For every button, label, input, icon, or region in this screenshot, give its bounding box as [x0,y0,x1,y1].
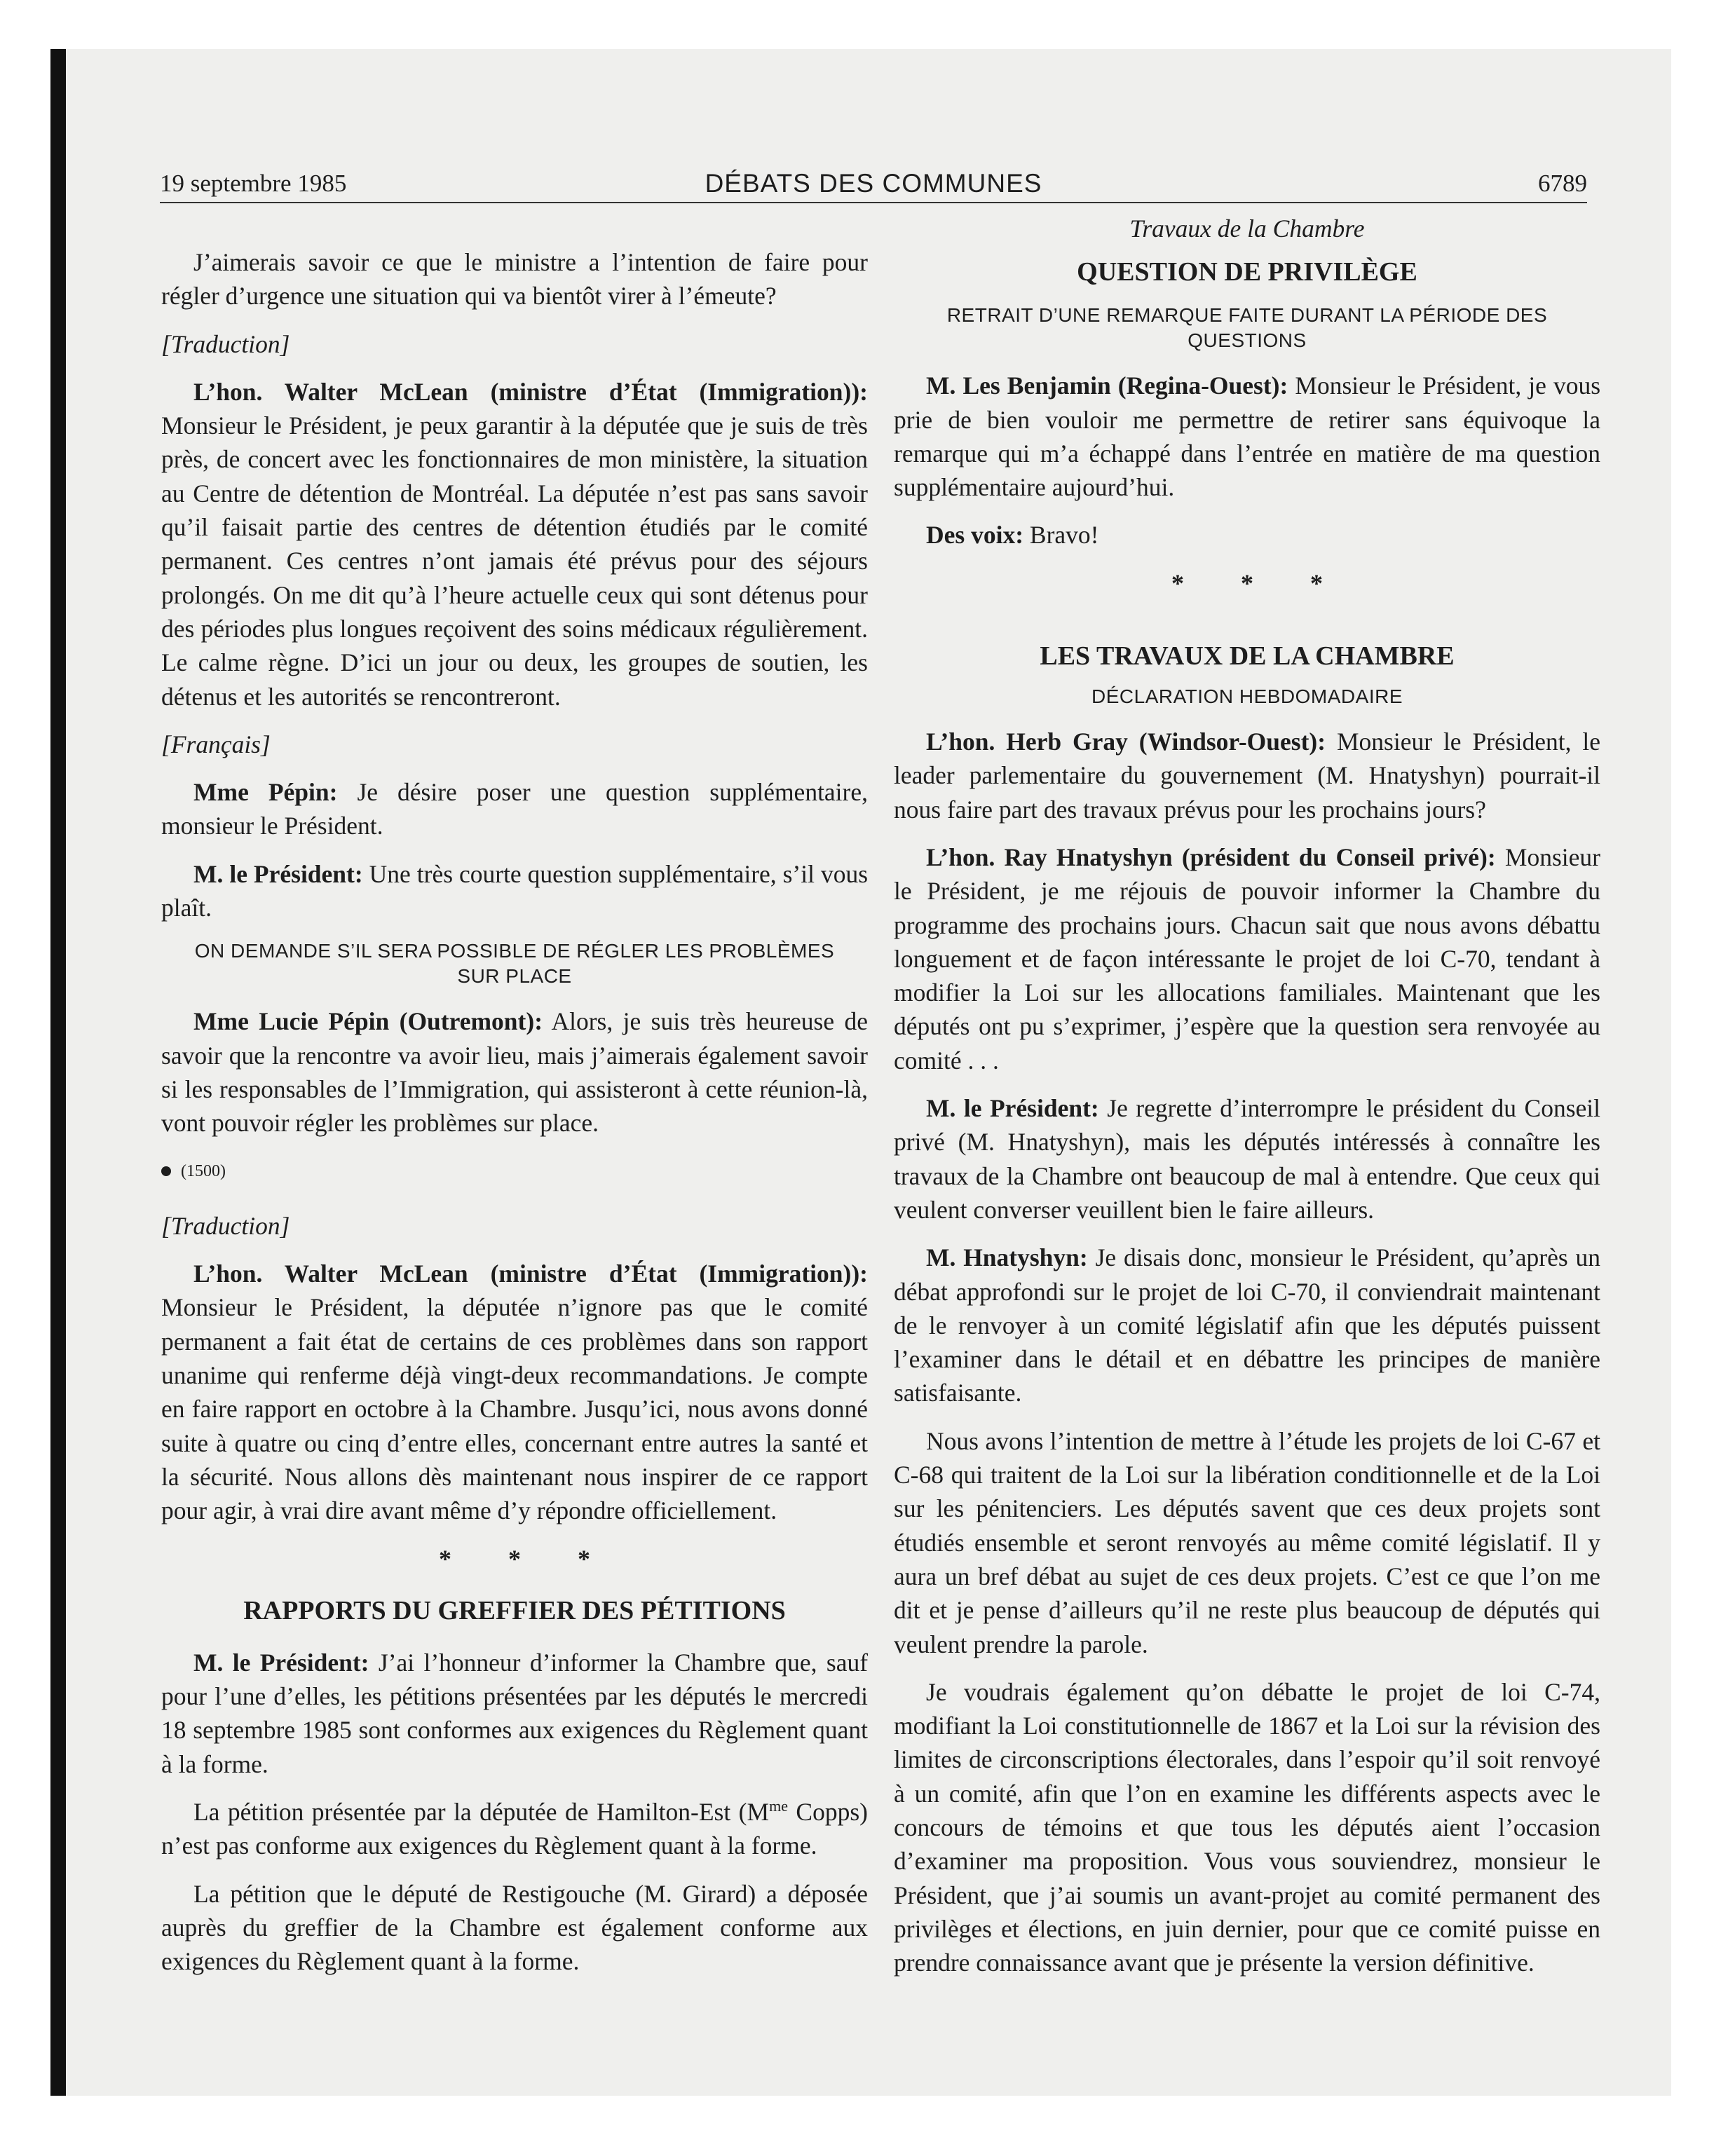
speaker: M. le Président: [926,1094,1099,1123]
speech-text: Bravo! [1029,521,1099,550]
speech-text: Je disais donc, monsieur le Président, qu’après un débat approfondi sur le projet de loi C-70, il conviendrait maintenant de le renvoyer à un comité législatif afin que les députés puissent l’examiner dans le détail et en débattre les principes de manière satisfaisante. [894,1243,1600,1407]
section-rubric: Travaux de la Chambre [1129,214,1365,243]
timestamp-text: (1500) [181,1161,226,1180]
paragraph [894,1091,1600,1227]
section-separator: * * * [1171,568,1348,597]
section-subheading: RETRAIT D’UNE REMARQUE FAITE DURANT LA PÉRIODE DES QUESTIONS [946,304,1548,352]
section-heading: QUESTION DE PRIVILÈGE [1077,257,1417,287]
paragraph [894,369,1600,504]
left-column [161,245,868,1992]
paragraph [161,1646,868,1781]
speaker: Mme Lucie Pépin (Outremont): [193,1007,543,1036]
speaker: M. le Président: [193,1648,369,1677]
header-date: 19 septembre 1985 [160,170,347,197]
speech-text: J’ai l’honneur d’informer la Chambre que, sauf pour l’une d’elles, les pétitions présentées par les députés le mercredi 18 septembre 1985 sont conformes aux exigences du Règlement quant à la forme. [161,1648,869,1778]
speaker: Des voix: [926,521,1024,550]
paragraph [161,1257,868,1527]
speaker: L’hon. Ray Hnatyshyn (président du Conseil privé): [926,842,1496,871]
text-segment: La pétition présentée par la députée de Hamilton-Est (M [193,1797,770,1826]
speech-text: Monsieur le Président, je vous prie de bien vouloir me permettre de retirer sans équivoque la remarque qui m’a échappé dans l’entrée en matière de ma question supplémentaire aujourd’hui. [894,371,1601,502]
paragraph [161,857,868,925]
running-header [160,168,1587,203]
section-subheading: ON DEMANDE S’IL SERA POSSIBLE DE RÉGLER LES PROBLÈMES SUR PLACE [194,940,835,988]
speech-text: Monsieur le Président, je me réjouis de pouvoir informer la Chambre du programme des prochains jours. Chacun sait que nous avons débattu longuement et de façon intéressante le projet de loi C-70, tendant à modifier la Loi sur les allocations familiales. Maintenant que les députés ont pu s’exprimer, j’espère que la question sera renvoyée au comité . . . [894,842,1600,1074]
speaker: L’hon. Walter McLean (ministre d’État (Immigration)): [193,1260,868,1288]
paragraph: La pétition que le député de Restigouche (M. Girard) a déposée auprès du greffier de la Chambre est également conforme aux exigences du Règlement quant à la forme. [161,1879,868,1976]
language-note: [Traduction] [161,329,290,358]
section-heading: LES TRAVAUX DE LA CHAMBRE [1040,641,1455,671]
paragraph [161,1795,868,1863]
speech-text: Monsieur le Président, la députée n’ignore pas que le comité permanent a fait état de certains de ces problèmes dans son rapport unanime qui renferme déjà vingt-deux recommandations. Je compte en faire rapport en octobre à la Chambre. Jusqu’ici, nous avons donné suite à quatre ou cinq d’entre elles, concernant entre autres la santé et la sécurité. Nous allons dès maintenant nous inspirer de ce rapport pour agir, à vrai dire avant même d’y répondre officiellement. [161,1293,868,1525]
language-note: [Traduction] [161,1211,290,1240]
timestamp [161,1154,868,1188]
section-separator: * * * [439,1544,615,1573]
speaker: M. Hnatyshyn: [926,1243,1088,1272]
scan-margin-top [0,0,1735,49]
paragraph [161,1004,868,1140]
paragraph [894,1241,1600,1410]
header-title: DÉBATS DES COMMUNES [705,169,1042,198]
speech-text: Je regrette d’interrompre le président du Conseil privé (M. Hnatyshyn), mais les députés intéressés à connaître les travaux de la Chambre ont beaucoup de mal à entendre. Que ceux qui veulent converser veuillent bien le faire ailleurs. [894,1094,1601,1224]
paragraph: Je voudrais également qu’on débatte le projet de loi C-74, modifiant la Loi constitutionnelle de 1867 et la Loi sur la révision des limites de circonscriptions électorales, dans l’espoir qu’il soit renvoyé à un comité, afin que l’on en examine les différents aspects avec le concours de témoins et que tous les députés aient l’occasion d’examiner ma proposition. Vous vous souviendrez, monsieur le Président, que j’ai soumis un avant-projet au comité permanent des privilèges et élections, en juin dernier, pour que ce comité puisse en prendre connaissance avant que je présente la version définitive. [894,1677,1600,1977]
speech-text: Monsieur le Président, je peux garantir à la députée que je suis de très près, de concert avec les fonctionnaires de mon ministère, la situation au Centre de détention de Montréal. La députée n’est pas sans savoir qu’il faisait partie des centres de détention étudiés par le comité permanent. Ces centres n’ont jamais été prévus pour des séjours prolongés. On me dit qu’à l’heure actuelle ceux qui sont détenus pour des périodes plus longues reçoivent des soins médicaux régulièrement. Le calme règne. D’ici un jour ou deux, les groupes de soutien, les détenus et les autorités se rencontreront. [161,411,868,711]
speech-text: Je désire poser une question supplémentaire, monsieur le Président. [161,778,869,840]
scan-edge-left [50,49,66,2096]
speaker: L’hon. Walter McLean (ministre d’État (Immigration)): [193,377,868,406]
speaker: Mme Pépin: [193,778,338,807]
right-column [894,212,1600,1993]
paragraph [894,518,1600,552]
speech-text: Monsieur le Président, le leader parlementaire du gouvernement (M. Hnatyshyn) pourrait-il nous faire part des travaux prévus pour les prochains jours? [894,728,1600,824]
bullet-icon [161,1166,171,1176]
paragraph [161,375,868,714]
speech-text: Une très courte question supplémentaire, s’il vous plaît. [161,859,869,922]
speaker: M. le Président: [193,859,363,888]
speaker: L’hon. Herb Gray (Windsor-Ouest): [926,728,1326,756]
paragraph: Nous avons l’intention de mettre à l’étude les projets de loi C-67 et C-68 qui traitent de la Loi sur la libération conditionnelle et de la Loi sur les pénitenciers. Les députés savent que ces deux projets sont étudiés ensemble et seront renvoyés au même comité législatif. Il y aura un bref débat au sujet de ces deux projets. C’est ce que l’on me dit et je pense d’ailleurs qu’il ne reste plus beaucoup de députés qui veulent prendre la parole. [894,1426,1600,1658]
paragraph [894,725,1600,826]
language-note: [Français] [161,730,271,758]
section-subheading: DÉCLARATION HEBDOMADAIRE [1091,685,1403,708]
speech-text: Alors, je suis très heureuse de savoir que la rencontre va avoir lieu, mais j’aimerais également savoir si les responsables de l’Immigration, qui assisteront à cette réunion-là, vont pouvoir régler les problèmes sur place. [161,1007,869,1138]
text-segment: Copps) n’est pas conforme aux exigences du Règlement quant à la forme. [161,1797,868,1860]
section-heading: RAPPORTS DU GREFFIER DES PÉTITIONS [243,1595,786,1625]
superscript: me [769,1797,788,1815]
paragraph: J’aimerais savoir ce que le ministre a l’intention de faire pour régler d’urgence une situation qui va bientôt virer à l’émeute? [161,248,868,311]
header-page-number: 6789 [1538,170,1587,197]
paragraph [161,775,868,843]
paragraph [894,840,1600,1077]
speaker: M. Les Benjamin (Regina-Ouest): [926,371,1288,400]
